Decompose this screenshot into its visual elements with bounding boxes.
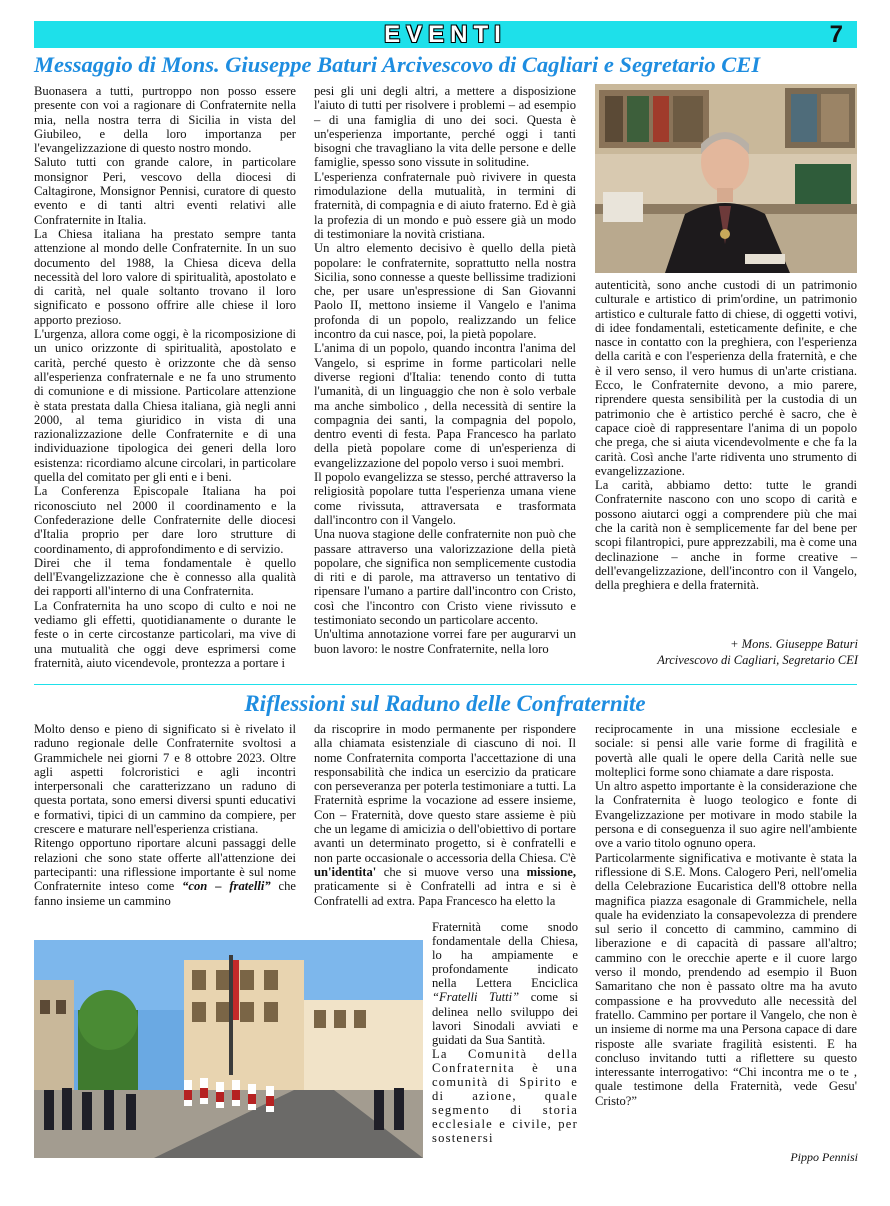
paragraph: Una nuova stagione delle confraternite non può che passare attraverso una valorizzazione della pietà popolare, che significa non semplicemente custodia di riti e di parole, ma attraverso un tentativo di ripensare l'umano a partire dall'incontro con Cristo, così che l'incontro con Cristo viene rivissuto e testimoniato secondo un particolare accento. — [314, 527, 576, 627]
section-title: EVENTI — [384, 21, 507, 48]
text-run: Fraternità come snodo fondamentale della Chiesa, lo ha ampiamente e profondamente indicato nella Lettera Enciclica — [432, 920, 578, 991]
signature-role: Arcivescovo di Cagliari, Segretario CEI — [657, 653, 858, 667]
article-title-message: Messaggio di Mons. Giuseppe Baturi Arcivescovo di Cagliari e Segretario CEI — [34, 52, 761, 77]
paragraph — [314, 722, 576, 908]
photo-illustration — [34, 940, 423, 1158]
archbishop-video-photo — [595, 84, 857, 273]
paragraph: La Comunità della Confraternita è una comunità di Spirito e di azione, quale segmento di storia ecclesiale e civile, per sostenersi — [432, 1046, 578, 1146]
emphasis-missione: missione, — [526, 864, 576, 879]
text-run: da riscoprire in modo permanente per rispondere alla chiamata esistenziale di ciascuno di noi. Il nome Confraternita comporta l'accettazione di una responsabilità che indica un esercizio da praticare con perseveranza per poterla testimoniare a tutti. La Fraternità esprime la vocazione ad essere insieme, Con – Fraternità, dove questo stare assieme è più che un legame di amicizia o dell'obiettivo di portare avanti un determinato progetto, si è confratelli e non parte occasionale o accessoria della Chiesa. C'è — [314, 722, 576, 865]
paragraph: reciprocamente in una missione ecclesiale e sociale: si pensi alle varie forme di fragilità e povertà alle quali le opere della Carità nelle sue molteplici forme sono chiamate a dare risposta. — [595, 722, 857, 779]
paragraph: Un'ultima annotazione vorrei fare per augurarvi un buon lavoro: le nostre Confraternite, nella loro — [314, 627, 576, 656]
paragraph — [34, 836, 296, 907]
article2-column-3 — [595, 722, 857, 1108]
article1-column-1 — [34, 84, 296, 670]
paragraph: pesi gli uni degli altri, a mettere a disposizione l'aiuto di tutti per risolvere i problemi – ad esempio – di una famiglia di uno dei soci. Questa è un'esperienza importante, perché oggi i tanti bisogni che travagliano la vita delle persone e delle famiglie, spesso sono vissute in solitudine. — [314, 84, 576, 170]
emphasis-identita: un'identita' — [314, 864, 377, 879]
photo-illustration — [595, 84, 857, 273]
article1-signature — [657, 636, 858, 668]
article2-column-2-side — [432, 920, 578, 1146]
article1-column-2 — [314, 84, 576, 656]
paragraph: La Confraternita ha uno scopo di culto e noi ne vediamo gli effetti, quotidianamente o durante le feste o in certe circostanze particolari, ma vive di una mutualità che oggi deve esprimersi come fraternità, aiuto vicendevole, prontezza a portare i — [34, 598, 296, 670]
article2-column-1 — [34, 722, 296, 908]
article2-column-2 — [314, 722, 576, 908]
paragraph: autenticità, sono anche custodi di un patrimonio culturale e artistico di prim'ordine, un patrimonio artistico e culturale fatto di chiese, di oggetti votivi, di idee fondamentali, esteticamente definite, e che nasce in contatto con la preghiera, con l'esperienza della carità e con l'esperienza della fraternità, e che è il vero senso, il vero humus di un'arte cristiana. Ecco, le Confraternite devono, a mio parere, riprendere questa sensibilità per la custodia di un patrimonio che è artistico perché è sacro, che è capace cioè di rappresentare l'anima di un popolo che prega, che si aiuta vicendevolmente e che fa la carità. Così anche l'arte ridiventa uno strumento di evangelizzazione. — [595, 278, 857, 478]
article2-signature: Pippo Pennisi — [790, 1150, 858, 1164]
paragraph: Il popolo evangelizza se stesso, perché attraverso la religiosità popolare tutta l'esperienza umana viene come rivissuta, attraversata e trasformata dall'incontro con il Vangelo. — [314, 470, 576, 527]
paragraph — [432, 920, 578, 1047]
paragraph: La carità, abbiamo detto: tutte le grandi Confraternite nascono con uno scopo di carità e possono aiutarci oggi a comprendere più che mai che la carità non è semplicemente far del bene per scopi filantropici, pure apprezzabili, ma è come una declinazione – anche in forme creative – dell'evangelizzazione, dell'incontro con il Vangelo, della preghiera e della fraternità. — [595, 478, 857, 593]
signature-name: + Mons. Giuseppe Baturi — [730, 637, 858, 651]
paragraph: L'esperienza confraternale può rivivere in questa rimodulazione della mutualità, in termini di fraternità, di compagnia e di aiuto fraterno. Ed è già la profezia di un mondo e può essere già un modo di testimoniare la novità cristiana. — [314, 169, 576, 241]
paragraph: Buonasera a tutti, purtroppo non posso essere presente con voi a ragionare di Confraternite nella mia, nella nostra terra di Sicilia in vista del Giubileo, e della loro importanza per l'evangelizzazione di questo nostro mondo. — [34, 84, 296, 156]
article1-column-3 — [595, 278, 857, 593]
paragraph: Molto denso e pieno di significato si è rivelato il raduno regionale delle Confraternite svoltosi a Grammichele nei giorni 7 e 8 ottobre 2023. Oltre agli aspetti folcroristici e agli incontri interpersonali che caratterizzano un raduno di questa portata, sono emersi diversi spunti educativi e formativi, tipici di un cammino da compiere, per crescere e maturare nell'esperienza cristiana. — [34, 722, 296, 837]
article-title-reflections: Riflessioni sul Raduno delle Confraternite — [244, 691, 646, 716]
text-run: che fanno insieme un cammino — [34, 879, 296, 908]
paragraph: L'anima di un popolo, quando incontra l'anima del Vangelo, si esprime in forme particolari nelle diverse regioni d'Italia: tenendo conto di tutta l'umanità, di un linguaggio che non è solo verbale ma anche simbolico , della necessità di sentire la compagnia dei santi, la compagnia del popolo, dentro eventi di festa. Papa Francesco ha parlato della pietà popolare come di un'esperienza di evangelizzazione del popolo verso i suoi membri. — [314, 341, 576, 470]
page-number: 7 — [829, 21, 843, 48]
procession-photo — [34, 940, 423, 1158]
section-header-bar — [34, 21, 857, 48]
article-divider — [34, 684, 857, 685]
paragraph: Direi che il tema fondamentale è quello dell'Evangelizzazione che è connesso alla qualità dei rapporti all'interno di una Confraternita. — [34, 555, 296, 599]
paragraph: Particolarmente significativa e motivante è stata la riflessione di S.E. Mons. Calogero Peri, nell'omelia della Celebrazione Eucaristica dell'8 ottobre nella magnifica piazza esagonale di Grammichele, nella quale ha evidenziato la consapevolezza di prendere sul serio il concetto di cammino, cammino di liberazione e di capacità di passare all'altro; cammino con le orecchie aperte e il cuore largo verso il mondo, prendendo ad esempio il Buon Samaritano che non è passato oltre ma ha avuto compassione e ha provveduto alle necessità del fratello. Cammino per portare il Vangelo, che non è un insieme di norme ma una Persona capace di dare risposte alle svariate fragilità esistenti. E ha concluso invitando tutti a riflettere su questo interessante interrogativo: “Chi incontra me o te , quale testimone della Fraternità, vede Gesu' Cristo?” — [595, 850, 857, 1108]
text-run: praticamente si è Confratelli ad intra e si è Confratelli ad extra. Papa Francesco ha eletto la — [314, 879, 576, 908]
paragraph: Un altro aspetto importante è la considerazione che la Confraternita è luogo teologico e fonte di Evangelizzazione per motivare in modo stabile la persona e di conseguenza il suo agire nell'ambiente ove a vario titolo ognuno opera. — [595, 779, 857, 851]
text-run: Ritengo opportuno riportare alcuni passaggi delle relazioni che sono state offerte all'attenzione dei partecipanti: una riflessione importante è sul nome Confraternite inteso come — [34, 836, 296, 894]
paragraph: L'urgenza, allora come oggi, è la ricomposizione di un unico orizzonte di spiritualità, apostolato e carità, perché questo è orizzonte che dà senso all'esperienza confraternale e ne fa uno strumento di comunione e di missione. Particolare attenzione è stata prestata dalla Chiesa italiana, già negli anni 2000, al tema giuridico in vista di una razionalizzazione delle Confraternite e di una individuazione tipologica dei generi della loro esistenza: ricordiamo alcune circolari, in particolare quella del comitato per gli enti e i beni. — [34, 327, 296, 485]
emphasis-con-fratelli: “con – fratelli” — [182, 879, 271, 894]
text-run: come si delinea nello sviluppo dei lavori Sinodali avviati e guidati da Sua Santità. — [432, 990, 578, 1047]
paragraph: La Chiesa italiana ha prestato sempre tanta attenzione al mondo delle Confraternite. In un suo documento del 1988, la Chiesa diceva della necessità del loro valore di spiritualità, apostolato e di carità, nel quale soltanto trovano il loro significato e possono offrire alle chiese il loro apporto prezioso. — [34, 226, 296, 327]
emphasis-fratelli-tutti: “Fratelli Tutti” — [432, 990, 520, 1005]
paragraph: Un altro elemento decisivo è quello della pietà popolare: le confraternite, soprattutto nella nostra Sicilia, sono connesse a queste bellissime tradizioni che, per usare un'espressione di San Giovanni Paolo II, mettono insieme il Vangelo e l'anima profonda di un popolo, realizzando un felice incontro da cui nasce, poi, la pietà popolare. — [314, 241, 576, 342]
paragraph: Saluto tutti con grande calore, in particolare monsignor Peri, vescovo della diocesi di Caltagirone, Monsignor Pennisi, curatore di questo evento e di tanti altri eventi relativi alle Confraternite in Italia. — [34, 155, 296, 227]
text-run: che si muove verso una — [376, 864, 527, 879]
paragraph: La Conferenza Episcopale Italiana ha poi riconosciuto nel 2000 il coordinamento e la Confederazione delle Confraternite delle diocesi d'Italia proprio per dare loro strutture di coordinamento, di approfondimento e di servizio. — [34, 484, 296, 556]
